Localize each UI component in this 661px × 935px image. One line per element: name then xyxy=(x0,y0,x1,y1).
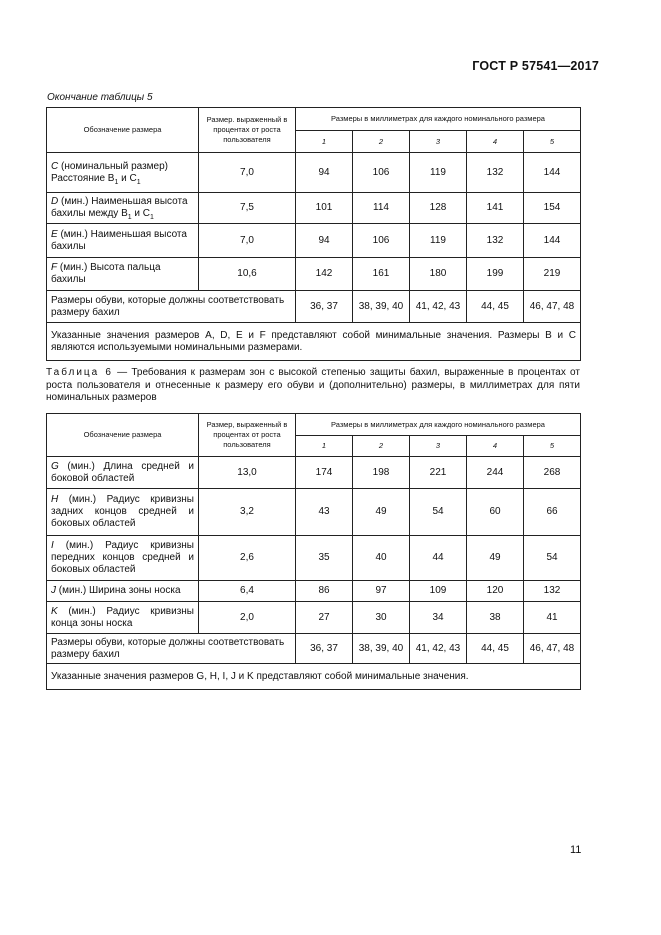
col-number: 1 xyxy=(296,131,353,153)
table6-title: Таблица 6 — Требования к размерам зон с высокой степенью защиты бахил, выраженные в процентах от роста пользователя и отнесенные к размеру его обуви и (дополнительно) размеры, в миллиметрах для пяти номинальных размеров xyxy=(46,367,580,403)
value-cell: 43 xyxy=(296,489,353,536)
shoe-size-label: Размеры обуви, которые должны соответствовать размеру бахил xyxy=(47,291,296,323)
table-row xyxy=(47,581,581,602)
value-cell: 154 xyxy=(524,193,581,224)
percent-cell: 6,4 xyxy=(199,581,296,602)
value-cell: 174 xyxy=(296,457,353,489)
percent-cell: 3,2 xyxy=(199,489,296,536)
col-number: 3 xyxy=(410,436,467,457)
col-number: 3 xyxy=(410,131,467,153)
col-number: 4 xyxy=(467,436,524,457)
value-cell: 49 xyxy=(353,489,410,536)
value-cell: 144 xyxy=(524,224,581,258)
value-cell: 94 xyxy=(296,224,353,258)
table-row xyxy=(47,634,581,664)
row-label: D (мин.) Наименьшая высота бахилы между $B_1$ и $C_1$ xyxy=(47,193,199,224)
col-number: 5 xyxy=(524,436,581,457)
value-cell: 132 xyxy=(467,153,524,193)
shoe-size-cell: 38, 39, 40 xyxy=(353,634,410,664)
table-note: Указанные значения размеров G, H, I, J и K представляют собой минимальные значения. xyxy=(47,664,581,690)
value-cell: 128 xyxy=(410,193,467,224)
value-cell: 120 xyxy=(467,581,524,602)
value-cell: 142 xyxy=(296,258,353,291)
shoe-size-cell: 44, 45 xyxy=(467,634,524,664)
col-header-sizes: Размеры в миллиметрах для каждого номинального размера xyxy=(296,108,581,131)
shoe-size-cell: 46, 47, 48 xyxy=(524,291,581,323)
value-cell: 244 xyxy=(467,457,524,489)
table-6 xyxy=(46,413,581,690)
row-label: H (мин.) Радиус кривизны задних концов средней и боковых областей xyxy=(47,489,199,536)
table-row xyxy=(47,457,581,489)
value-cell: 38 xyxy=(467,602,524,634)
col-header-percent: Размер. выраженный в процентах от роста пользователя xyxy=(199,108,296,153)
value-cell: 199 xyxy=(467,258,524,291)
value-cell: 34 xyxy=(410,602,467,634)
col-header-designation: Обозначение размера xyxy=(47,108,199,153)
value-cell: 141 xyxy=(467,193,524,224)
percent-cell: 7,5 xyxy=(199,193,296,224)
table-row xyxy=(47,489,581,536)
col-number: 1 xyxy=(296,436,353,457)
shoe-size-cell: 41, 42, 43 xyxy=(410,291,467,323)
row-label: C (номинальный размер) Расстояние $B_1$ и $C_1$ xyxy=(47,153,199,193)
value-cell: 41 xyxy=(524,602,581,634)
col-number: 2 xyxy=(353,131,410,153)
value-cell: 268 xyxy=(524,457,581,489)
shoe-size-cell: 36, 37 xyxy=(296,291,353,323)
col-number: 4 xyxy=(467,131,524,153)
table-5 xyxy=(46,107,581,361)
value-cell: 180 xyxy=(410,258,467,291)
value-cell: 97 xyxy=(353,581,410,602)
table-note: Указанные значения размеров A, D, E и F представляют собой минимальные значения. Размеры B и C являются используемыми номинальными размерами. xyxy=(47,323,581,361)
row-label: K (мин.) Радиус кривизны конца зоны носка xyxy=(47,602,199,634)
value-cell: 94 xyxy=(296,153,353,193)
table-row xyxy=(47,153,581,193)
shoe-size-label: Размеры обуви, которые должны соответствовать размеру бахил xyxy=(47,634,296,664)
table-row xyxy=(47,291,581,323)
table-row xyxy=(47,224,581,258)
col-number: 5 xyxy=(524,131,581,153)
col-header-sizes: Размеры в миллиметрах для каждого номинального размера xyxy=(296,414,581,436)
row-label: I (мин.) Радиус кривизны передних концов средней и боковых областей xyxy=(47,536,199,581)
table-row xyxy=(47,602,581,634)
document-standard-number: ГОСТ Р 57541—2017 xyxy=(472,59,599,73)
value-cell: 219 xyxy=(524,258,581,291)
percent-cell: 2,6 xyxy=(199,536,296,581)
row-label: F (мин.) Высота пальца бахилы xyxy=(47,258,199,291)
value-cell: 106 xyxy=(353,153,410,193)
shoe-size-cell: 46, 47, 48 xyxy=(524,634,581,664)
shoe-size-cell: 36, 37 xyxy=(296,634,353,664)
value-cell: 198 xyxy=(353,457,410,489)
value-cell: 49 xyxy=(467,536,524,581)
row-label: G (мин.) Длина средней и боковой областей xyxy=(47,457,199,489)
shoe-size-cell: 44, 45 xyxy=(467,291,524,323)
table5-continuation-caption: Окончание таблицы 5 xyxy=(47,92,153,103)
page-number: 11 xyxy=(570,844,582,856)
value-cell: 54 xyxy=(524,536,581,581)
value-cell: 132 xyxy=(467,224,524,258)
col-header-percent: Размер, выраженный в процентах от роста пользователя xyxy=(199,414,296,457)
value-cell: 101 xyxy=(296,193,353,224)
value-cell: 132 xyxy=(524,581,581,602)
value-cell: 86 xyxy=(296,581,353,602)
value-cell: 27 xyxy=(296,602,353,634)
value-cell: 35 xyxy=(296,536,353,581)
table-row xyxy=(47,258,581,291)
shoe-size-cell: 38, 39, 40 xyxy=(353,291,410,323)
value-cell: 114 xyxy=(353,193,410,224)
percent-cell: 7,0 xyxy=(199,224,296,258)
table-row xyxy=(47,536,581,581)
value-cell: 144 xyxy=(524,153,581,193)
percent-cell: 10,6 xyxy=(199,258,296,291)
row-label: E (мин.) Наименьшая высота бахилы xyxy=(47,224,199,258)
value-cell: 66 xyxy=(524,489,581,536)
col-header-designation: Обозначение размера xyxy=(47,414,199,457)
value-cell: 119 xyxy=(410,224,467,258)
percent-cell: 2,0 xyxy=(199,602,296,634)
table-row xyxy=(47,193,581,224)
value-cell: 44 xyxy=(410,536,467,581)
value-cell: 30 xyxy=(353,602,410,634)
row-label: J (мин.) Ширина зоны носка xyxy=(47,581,199,602)
percent-cell: 13,0 xyxy=(199,457,296,489)
value-cell: 109 xyxy=(410,581,467,602)
percent-cell: 7,0 xyxy=(199,153,296,193)
value-cell: 60 xyxy=(467,489,524,536)
shoe-size-cell: 41, 42, 43 xyxy=(410,634,467,664)
col-number: 2 xyxy=(353,436,410,457)
value-cell: 54 xyxy=(410,489,467,536)
value-cell: 106 xyxy=(353,224,410,258)
value-cell: 221 xyxy=(410,457,467,489)
value-cell: 119 xyxy=(410,153,467,193)
value-cell: 40 xyxy=(353,536,410,581)
value-cell: 161 xyxy=(353,258,410,291)
